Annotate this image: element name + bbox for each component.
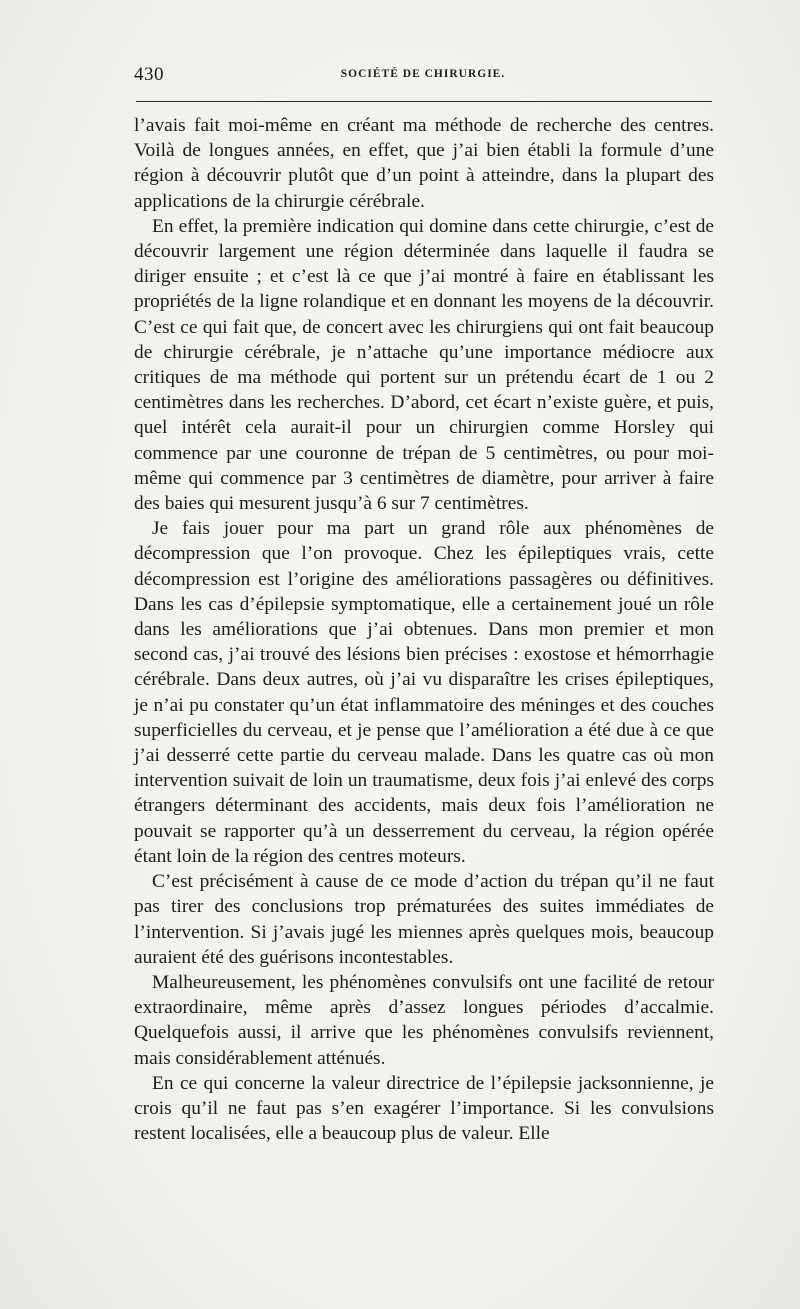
- header-rule: [136, 101, 712, 102]
- paragraph: Je fais jouer pour ma part un grand rôle aux phénomènes de décompression que l’on provoque. Chez les épileptiques vrais, cette décompression est l’origine des améliorations passagères ou définitives. Dans les cas d’épilepsie symptomatique, elle a certainement joué un rôle dans les améliorations que j’ai obtenues. Dans mon premier et mon second cas, j’ai trouvé des lésions bien précises : exostose et hémorrhagie cérébrale. Dans deux autres, où j’ai vu disparaître les crises épileptiques, je n’ai pu constater qu’un état inflammatoire des méninges et des couches superficielles du cerveau, et je pense que l’amélioration a été due à ce que j’ai desserré cette partie du cerveau malade. Dans les quatre cas où mon intervention suivait de loin un traumatisme, deux fois j’ai enlevé des corps étrangers déterminant des accidents, mais deux fois l’amélioration ne pouvait se rapporter qu’à un desserrement du cerveau, la région opérée étant loin de la région des centres moteurs.: [134, 518, 714, 867]
- paragraph: C’est précisément à cause de ce mode d’action du trépan qu’il ne faut pas tirer des conclusions trop prématurées des suites immédiates de l’intervention. Si j’avais jugé les miennes après quelques mois, beaucoup auraient été des guérisons incontestables.: [134, 871, 714, 968]
- paragraph: Malheureusement, les phénomènes convulsifs ont une facilité de retour extraordinaire, même après d’assez longues périodes d’accalmie. Quelquefois aussi, il arrive que les phénomènes convulsifs reviennent, mais considérablement atténués.: [134, 971, 714, 1069]
- running-head: [134, 64, 712, 94]
- paragraph: En effet, la première indication qui domine dans cette chirurgie, c’est de découvrir largement une région déterminée dans laquelle il faudra se diriger ensuite ; et c’est là ce que j’ai montré à faire en établissant les propriétés de la ligne rolandique et en donnant les moyens de la découvrir. C’est ce qui fait que, de concert avec les chirurgiens qui ont fait beaucoup de chirurgie cérébrale, je n’attache qu’une importance médiocre aux critiques de ma méthode qui portent sur un prétendu écart de 1 ou 2 centimètres dans les recherches. D’abord, cet écart n’existe guère, et puis, quel intérêt cela aurait-il pour un chirurgien comme Horsley qui commence par une couronne de trépan de 5 centimètres, ou pour moi-même qui commence par 3 centimètres de diamètre, pour arriver à faire des baies qui mesurent jusqu’à 6 sur 7 centimètres.: [134, 215, 714, 515]
- page-number: 430: [134, 64, 164, 85]
- body-text: [134, 113, 714, 1146]
- paragraph: l’avais fait moi-même en créant ma méthode de recherche des centres. Voilà de longues années, en effet, que j’ai bien établi la formule d’une région à découvrir plutôt que d’un point à atteindre, dans la plupart des applications de la chirurgie cérébrale.: [134, 115, 714, 212]
- paragraph: En ce qui concerne la valeur directrice de l’épilepsie jacksonnienne, je crois qu’il ne faut pas s’en exagérer l’importance. Si les convulsions restent localisées, elle a beaucoup plus de valeur. Elle: [134, 1072, 714, 1145]
- running-title: SOCIÉTÉ DE CHIRURGIE.: [340, 68, 506, 80]
